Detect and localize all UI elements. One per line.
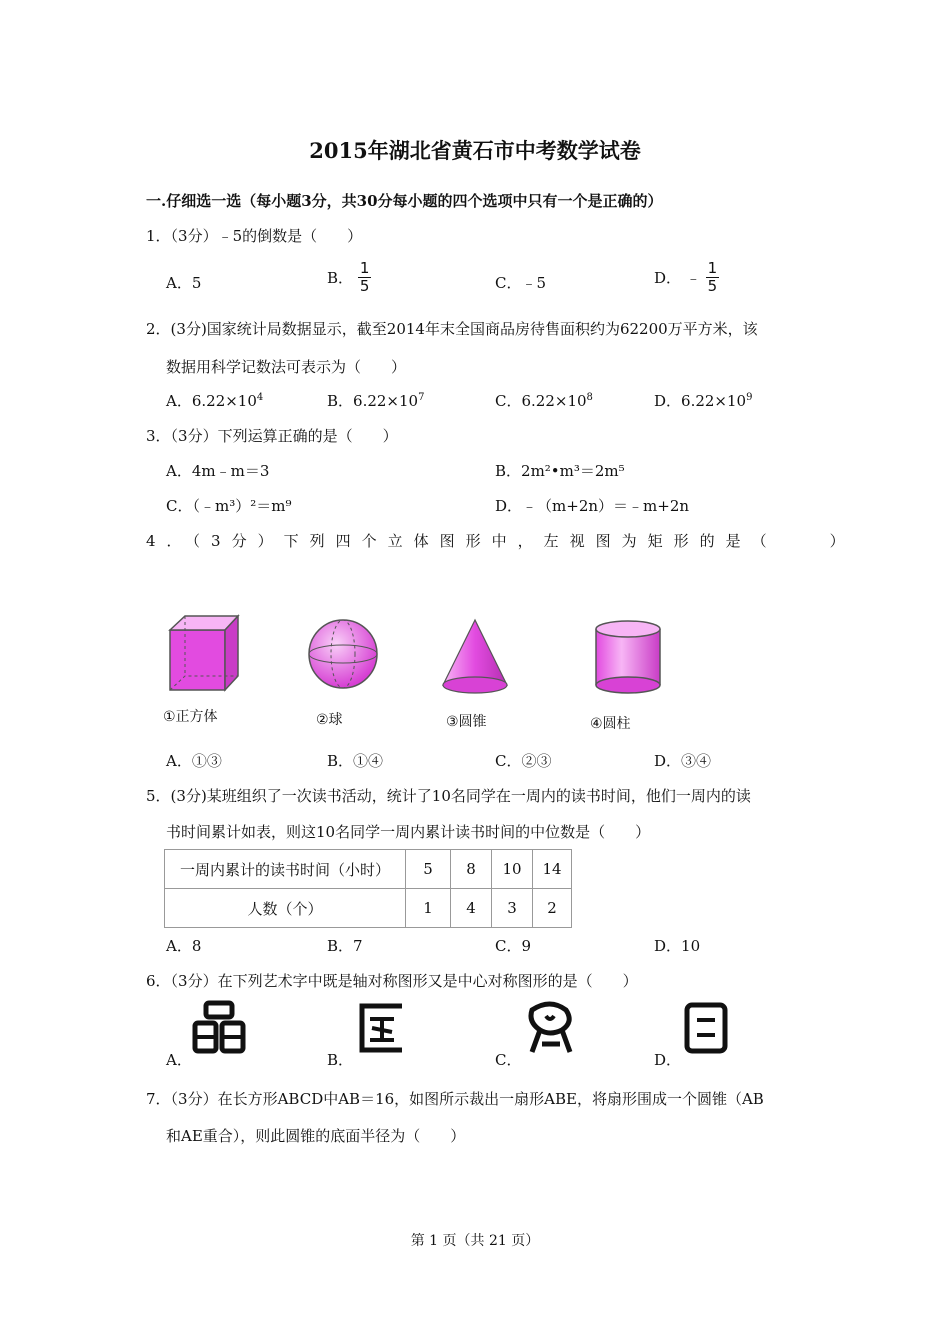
sphere-label: ②球	[316, 712, 343, 728]
q5-stem-line1: 5．(3分)某班组织了一次读书活动，统计了10名同学在一周内的读书时间，他们一周内的读	[146, 787, 751, 805]
q3-option-a: A．4m﹣m＝3	[166, 462, 270, 480]
q6-option-b: B．	[327, 1051, 354, 1069]
cone-label: ③圆锥	[446, 714, 487, 730]
q2-option-a	[166, 390, 263, 411]
page-footer: 第 1 页（共 21 页）	[410, 1233, 540, 1249]
q5-stem-line2: 书时间累计如表，则这10名同学一周内累计读书时间的中位数是（ ）	[166, 823, 651, 841]
sphere-figure	[300, 612, 390, 697]
q1-option-d-prefix: D．	[654, 269, 682, 287]
q1-stem: 1．（3分）﹣5的倒数是（ ）	[146, 227, 363, 245]
table-cell: 14	[533, 850, 572, 889]
q2-option-b-base: B．6.22×10	[327, 392, 419, 410]
table-cell: 10	[492, 850, 533, 889]
q2-option-d	[654, 390, 752, 411]
table-cell: 4	[451, 889, 492, 928]
q3-option-c: C．（﹣m³）²＝m⁹	[166, 497, 292, 515]
fraction-denominator: 5	[707, 277, 718, 295]
art-character-c-figure	[522, 1000, 578, 1056]
reading-time-table	[164, 849, 572, 928]
table-header-cell: 一周内累计的读书时间（小时）	[165, 850, 406, 889]
q2-option-d-base: D．6.22×10	[654, 392, 747, 410]
q1-option-b-prefix: B．	[327, 269, 354, 287]
q3-option-d: D．﹣（m+2n）＝﹣m+2n	[495, 497, 690, 515]
q3-stem: 3．（3分）下列运算正确的是（ ）	[146, 427, 398, 445]
table-row	[165, 889, 572, 928]
fraction-denominator: 5	[359, 277, 370, 295]
q5-option-c: C．9	[495, 937, 532, 955]
q7-stem-line2: 和AE重合），则此圆锥的底面半径为（ ）	[166, 1127, 466, 1145]
q4-option-a: A．①③	[166, 752, 222, 770]
q1-option-d	[654, 260, 719, 295]
cylinder-figure	[588, 615, 668, 700]
table-cell: 5	[406, 850, 451, 889]
q2-option-c	[495, 390, 593, 411]
q1-option-b	[327, 260, 371, 295]
art-character-d-figure	[683, 1002, 729, 1054]
art-character-b-figure	[356, 1002, 406, 1054]
q7-stem-line1: 7．（3分）在长方形ABCD中AB＝16，如图所示裁出一扇形ABE，将扇形围成一个圆锥（AB	[146, 1090, 764, 1108]
table-cell: 1	[406, 889, 451, 928]
table-header-cell: 人数（个）	[165, 889, 406, 928]
q2-option-c-exponent: 8	[586, 392, 593, 403]
q1-option-a: A．5	[166, 274, 202, 292]
section-heading: 一.仔细选一选（每小题3分，共30分每小题的四个选项中只有一个是正确的）	[146, 192, 663, 210]
table-cell: 2	[533, 889, 572, 928]
fraction-numerator: 1	[359, 259, 370, 277]
fraction-numerator: 1	[707, 259, 718, 277]
q6-stem: 6．（3分）在下列艺术字中既是轴对称图形又是中心对称图形的是（ ）	[146, 972, 638, 990]
q1-option-c: C．﹣5	[495, 274, 547, 292]
art-character-a-figure	[192, 1000, 246, 1056]
q4-option-d: D．③④	[654, 752, 712, 770]
table-cell: 8	[451, 850, 492, 889]
q2-option-b	[327, 390, 424, 411]
q2-option-c-base: C．6.22×10	[495, 392, 587, 410]
q1-option-d-sign: ﹣	[685, 269, 701, 287]
q5-option-a: A．8	[166, 937, 202, 955]
q5-option-b: B．7	[327, 937, 363, 955]
q6-option-d: D．	[654, 1051, 682, 1069]
q1-option-d-fraction	[706, 260, 720, 295]
cube-figure	[160, 610, 250, 695]
q4-option-b: B．①④	[327, 752, 384, 770]
q2-option-b-exponent: 7	[418, 392, 425, 403]
q3-option-b: B．2m²•m³＝2m⁵	[495, 462, 625, 480]
page-title: 2015年湖北省黄石市中考数学试卷	[309, 138, 641, 163]
table-cell: 3	[492, 889, 533, 928]
q2-option-a-exponent: 4	[256, 392, 264, 403]
q2-stem-line1: 2．(3分)国家统计局数据显示，截至2014年末全国商品房待售面积约为62200万平方米，该	[146, 320, 758, 338]
q2-option-a-base: A．6.22×10	[166, 392, 257, 410]
cone-figure	[435, 615, 515, 700]
q6-option-c: C．	[495, 1051, 522, 1069]
cylinder-label: ④圆柱	[590, 716, 631, 732]
table-row	[165, 850, 572, 889]
q6-option-a: A．	[166, 1051, 192, 1069]
cube-label: ①正方体	[163, 709, 218, 725]
q4-stem: 4．（3分）下列四个立体图形中，左视图为矩形的是（ ）	[146, 532, 856, 550]
q2-stem-line2: 数据用科学记数法可表示为（ ）	[166, 358, 407, 376]
q4-option-c: C．②③	[495, 752, 552, 770]
q2-option-d-exponent: 9	[746, 392, 753, 403]
q1-option-b-fraction	[358, 260, 372, 295]
q5-option-d: D．10	[654, 937, 701, 955]
